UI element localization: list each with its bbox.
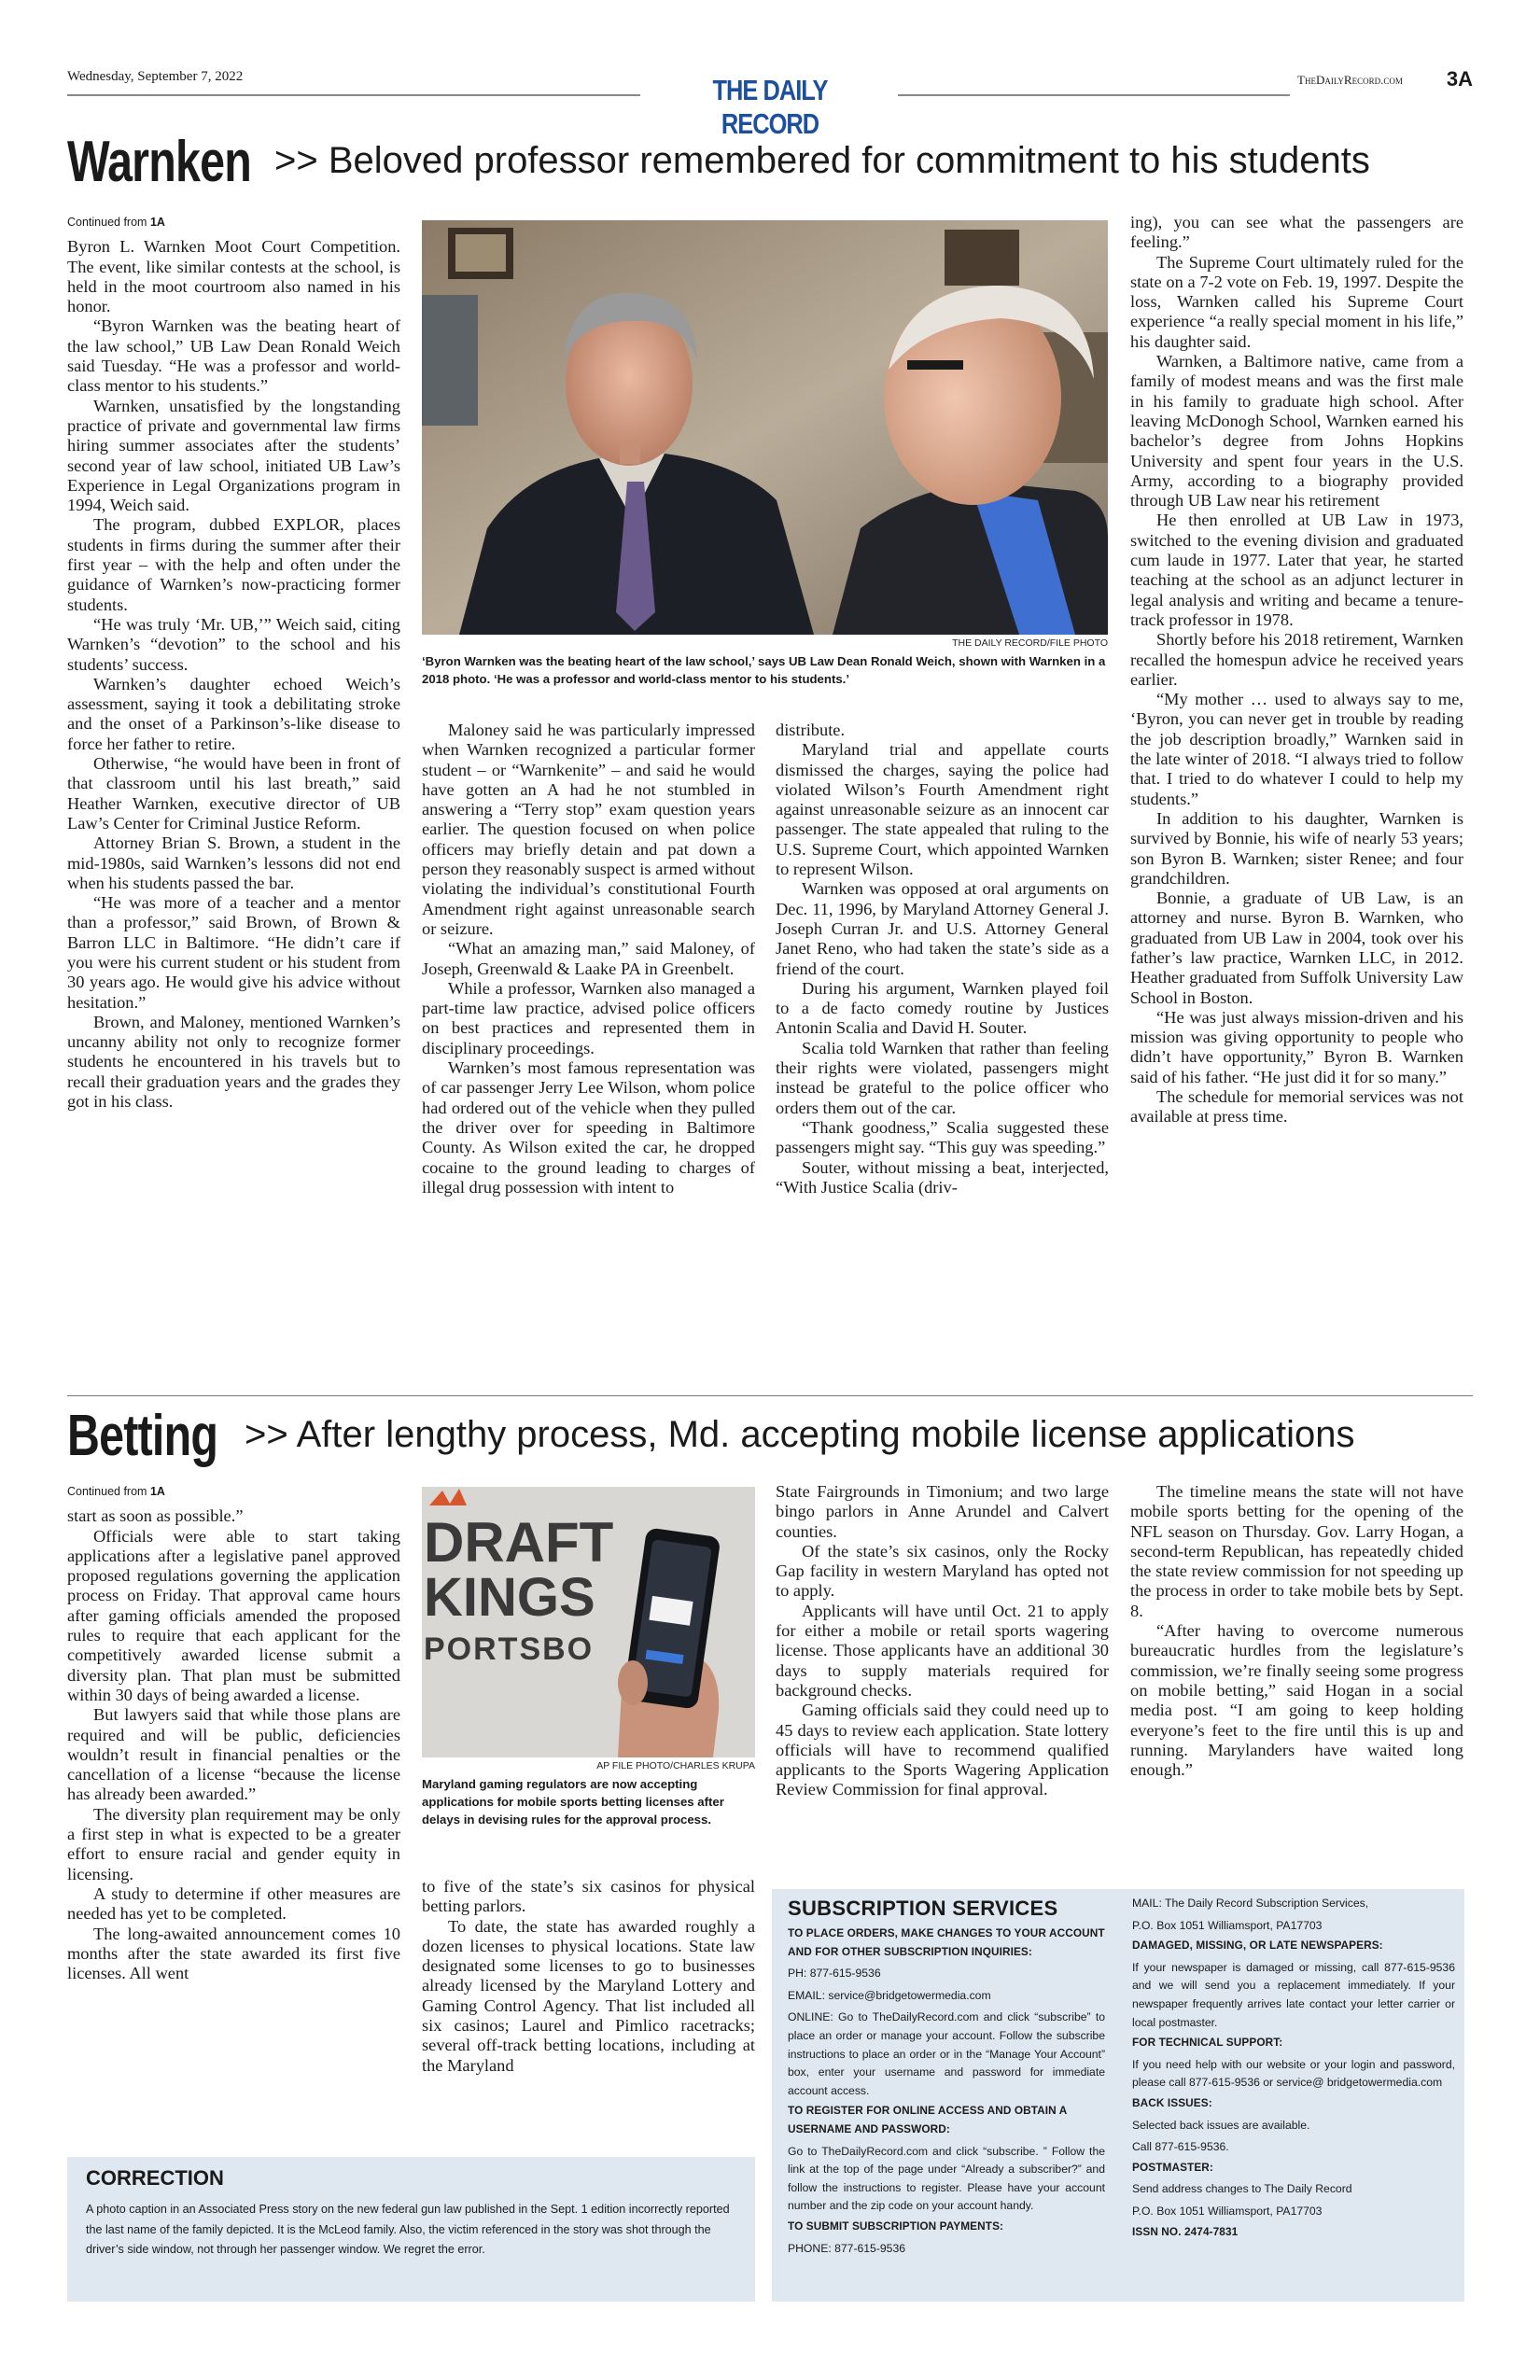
paragraph: A study to determine if other measures are needed has yet to be completed.	[67, 1883, 400, 1924]
draftkings-photo	[422, 1487, 755, 1757]
payments-heading: TO SUBMIT SUBSCRIPTION PAYMENTS:	[788, 2219, 1004, 2233]
page-number: 3A	[1446, 67, 1473, 91]
postmaster-heading: POSTMASTER:	[1132, 2160, 1213, 2174]
paragraph: Otherwise, “he would have been in front of that classroom until his last breath,” said Heather Warnken, executive director of UB Law’s Center for Criminal Justice Reform.	[67, 754, 400, 833]
correction-box	[67, 2157, 755, 2302]
paragraph: The long-awaited announcement comes 10 months after the state awarded its first five licenses. All went	[67, 1924, 400, 1983]
sign-text-line-3: PORTSBO	[424, 1631, 595, 1667]
warnken-column-2	[422, 721, 755, 1197]
paragraph: The diversity plan requirement may be only a first step in what is expected to be a greater effort to ensure racial and gender equity in licensing.	[67, 1804, 400, 1883]
back-issues-text: Selected back issues are available.	[1132, 2118, 1310, 2132]
continued-label: Continued from 1A	[67, 1485, 165, 1498]
paragraph: Gaming officials said they could need up to 45 days to review each application. State lottery officials will have to recommend qualified applicants to the Sports Wagering Application Review Commission for final approval.	[776, 1701, 1109, 1799]
correction-title: CORRECTION	[86, 2166, 224, 2190]
tech-support-text: If you need help with our website or your login and password, please call 877-615-9536 or service@ bridgetowermedia.com	[1132, 2057, 1455, 2090]
subscription-title: SUBSCRIPTION SERVICES	[788, 1897, 1058, 1920]
paragraph: Shortly before his 2018 retirement, Warnken recalled the homespun advice he received years earlier.	[1130, 630, 1463, 689]
betting-column-3	[776, 1482, 1109, 1800]
paragraph: Scalia told Warnken that rather than feeling their rights were violated, passengers might instead be grateful to the police officer who orders them out of the car.	[776, 1038, 1109, 1117]
orders-heading: TO PLACE ORDERS, MAKE CHANGES TO YOUR ACCOUNT AND FOR OTHER SUBSCRIPTION INQUIRIES:	[788, 1926, 1105, 1958]
betting-column-4	[1130, 1482, 1463, 1780]
paragraph: In addition to his daughter, Warnken is survived by Bonnie, his wife of nearly 53 years; son Byron B. Warnken; sister Renee; and four grandchildren.	[1130, 808, 1463, 888]
paragraph: But lawyers said that while those plans are required and will be public, deficiencies wouldn’t result in financial penalties or the cancellation of a license “because the license has already been awarded.”	[67, 1705, 400, 1804]
tech-support-heading: FOR TECHNICAL SUPPORT:	[1132, 2036, 1283, 2050]
damaged-text: If your newspaper is damaged or missing, call 877-615-9536 and we will send you a replacement immediately. If your newspaper frequently arrives late contact your letter carrier or local postmaster.	[1132, 1960, 1455, 2029]
issue-date: Wednesday, September 7, 2022	[67, 69, 244, 84]
warnken-photo-caption: ‘Byron Warnken was the beating heart of the law school,’ says UB Law Dean Ronald Weich, shown with Warnken in a 2018 photo. ‘He was a professor and world-class mentor to his students.’	[422, 654, 1106, 686]
paragraph: “After having to overcome numerous bureaucratic hurdles from the legislature’s commission, we’re finally seeing some progress on mobile betting,” said Hogan in a social media post. “I am going to keep holding everyone’s feet to the fire until this is up and running. Marylanders have waited long enough.”	[1130, 1621, 1463, 1780]
headline-text: >> After lengthy process, Md. accepting mobile license applications	[245, 1414, 1355, 1455]
back-issues-heading: BACK ISSUES:	[1132, 2095, 1212, 2109]
masthead-rule-right	[898, 94, 1290, 96]
mail-po-box: P.O. Box 1051 Williamsport, PA17703	[1132, 1918, 1323, 1932]
paragraph: He then enrolled at UB Law in 1973, switched to the evening division and graduated cum laude in 1977. Later that year, he started teaching at the school as an adjunct lecturer in legal analysis and writing and became a tenure-track professor in 1978.	[1130, 511, 1463, 629]
paragraph: To date, the state has awarded roughly a dozen licenses to physical locations. State law designated some licenses to go to businesses already licensed by the Maryland Lottery and Gaming Control Agency. That list included all six casinos; Laurel and Pimlico racetracks; several off-track betting locations, including at the Maryland	[422, 1916, 755, 2075]
paragraph: Warnken was opposed at oral arguments on Dec. 11, 1996, by Maryland Attorney General J. Joseph Curran Jr. and U.S. Attorney General Janet Reno, who had taken the state’s side as a friend of the court.	[776, 879, 1109, 978]
paragraph: Warnken’s most famous representation was of car passenger Jerry Lee Wilson, whom police had ordered out of the vehicle when they pulled the driver over for speeding in Baltimore County. As Wilson exited the car, he dropped cocaine to the ground leading to charges of illegal drug possession with intent to	[422, 1058, 755, 1197]
online-instructions: ONLINE: Go to TheDailyRecord.com and click “subscribe” to place an order or manage your account. Follow the subscribe instructions to place an order or in the “Manage Your Account” box, enter your username and password for immediate account access.	[788, 2010, 1105, 2097]
paragraph: Souter, without missing a beat, interjected, “With Justice Scalia (driv-	[776, 1157, 1109, 1197]
paragraph: The Supreme Court ultimately ruled for the state on a 7-2 vote on Feb. 19, 1997. Despite the loss, Warnken called his Supreme Court experience “a really special moment in his life,” his daughter said.	[1130, 252, 1463, 351]
paragraph: “He was truly ‘Mr. UB,’” Weich said, citing Warnken’s “devotion” to the school and his students’ success.	[67, 614, 400, 674]
warnken-photo	[422, 220, 1108, 635]
payments-phone[interactable]: PHONE: 877-615-9536	[788, 2241, 906, 2255]
warnken-column-3	[776, 721, 1109, 1197]
warnken-headline	[67, 129, 1473, 195]
paragraph: The schedule for memorial services was not available at press time.	[1130, 1087, 1463, 1127]
paragraph: Maryland trial and appellate courts dismissed the charges, saying the police had violated Wilson’s Fourth Amendment right against unreasonable seizure as an innocent car passenger. The state appealed that ruling to the U.S. Supreme Court, which appointed Warnken to represent Wilson.	[776, 740, 1109, 879]
betting-headline	[67, 1403, 1473, 1469]
paragraph: Bonnie, a graduate of UB Law, is an attorney and nurse. Byron B. Warnken, who graduated from UB Law in 2004, took over his father’s law practice, Warnken LLC, in 2012. Heather graduated from Suffolk University Law School in Boston.	[1130, 889, 1463, 1007]
issn-number: ISSN NO. 2474-7831	[1132, 2224, 1239, 2238]
draftkings-photo-caption: Maryland gaming regulators are now accepting applications for mobile sports betting licenses after delays in devising rules for the approval process.	[422, 1777, 724, 1827]
paragraph: Warnken, unsatisfied by the longstanding practice of private and governmental law firms hiring summer associates after the students’ second year of law school, initiated UB Law’s Experience in Legal Organizations program in 1994, Weich said.	[67, 396, 400, 515]
photo-illustration	[422, 1487, 755, 1757]
paragraph: Maloney said he was particularly impressed when Warnken recognized a particular former student – or “Warnkenite” – and said he would have gotten an A had he not stumbled in answering a “Terry stop” exam question years earlier. The question focused on when police officers may briefly detain and pat down a person they reasonably suspect is armed without violating the individual’s constitutional Fourth Amendment right against unreasonable search or seizure.	[422, 721, 755, 938]
paragraph: Attorney Brian S. Brown, a student in the mid-1980s, said Warnken’s lessons did not end when his students passed the bar.	[67, 833, 400, 892]
paragraph: The program, dubbed EXPLOR, places students in firms during the summer after their first year – with the help and often under the guidance of Warnken’s now-practicing former students.	[67, 515, 400, 614]
sign-text-line-1: DRAFT	[424, 1511, 614, 1574]
correction-text: A photo caption in an Associated Press story on the new federal gun law published in the Sept. 1 edition incorrectly reported the last name of the family depicted. It is the McLeod family. Also, the victim referenced in the story was shot through the driver’s side window, not through her passenger window. We regret the error.	[86, 2203, 730, 2256]
section-divider	[67, 1395, 1473, 1396]
headline-text: >> Beloved professor remembered for commitment to his students	[274, 140, 1370, 181]
subscription-phone[interactable]: PH: 877-615-9536	[788, 1967, 881, 1981]
headline-keyword: Warnken	[67, 130, 251, 194]
headline-keyword: Betting	[67, 1404, 218, 1468]
paragraph: “Thank goodness,” Scalia suggested these passengers might say. “This guy was speeding.”	[776, 1117, 1109, 1157]
back-issues-phone: Call 877-615-9536.	[1132, 2140, 1229, 2154]
masthead-rule-left	[67, 94, 640, 96]
draftkings-photo-credit: AP FILE PHOTO/CHARLES KRUPA	[596, 1760, 755, 1771]
mail-address: MAIL: The Daily Record Subscription Services,	[1132, 1897, 1369, 1910]
paragraph: Warnken’s daughter echoed Weich’s assessment, saying it took a debilitating stroke and the onset of a Parkinson’s-like disease to force her father to retire.	[67, 674, 400, 753]
subscription-email[interactable]: EMAIL: service@bridgetowermedia.com	[788, 1988, 991, 2002]
site-url[interactable]: TheDailyRecord.com	[1297, 73, 1403, 87]
paragraph: Applicants will have until Oct. 21 to apply for either a mobile or retail sports wagering license. Those applicants have an additional 30 days to supply materials required for background checks.	[776, 1601, 1109, 1700]
paragraph: “Byron Warnken was the beating heart of the law school,” UB Law Dean Ronald Weich said Tuesday. “He was a professor and world-class mentor to his students.”	[67, 316, 400, 396]
damaged-heading: DAMAGED, MISSING, OR LATE NEWSPAPERS:	[1132, 1939, 1383, 1953]
warnken-column-4	[1130, 213, 1463, 1127]
paragraph: start as soon as possible.”	[67, 1506, 244, 1526]
subscription-right-column	[1132, 1895, 1455, 2241]
paragraph: “My mother … used to always say to me, ‘Byron, you can never get in trouble by reading the job description broadly,” Warnken said in the late winter of 2018. “I always tried to follow that. I tried to do whatever I could to help my students.”	[1130, 690, 1463, 808]
paragraph: Byron L. Warnken Moot Court Competition. The event, like similar contests at the school, is held in the moot courtroom also named in his honor.	[67, 237, 400, 316]
paragraph: “What an amazing man,” said Maloney, of Joseph, Greenwald & Laake PA in Greenbelt.	[422, 939, 755, 978]
masthead	[67, 65, 1473, 140]
postmaster-text: Send address changes to The Daily Record	[1132, 2182, 1352, 2196]
sign-text-line-2: KINGS	[424, 1567, 595, 1628]
photo-illustration	[422, 220, 1108, 635]
warnken-photo-credit: THE DAILY RECORD/FILE PHOTO	[952, 637, 1108, 649]
paragraph: While a professor, Warnken also managed a part-time law practice, advised police officers on best practices and represented them in disciplinary proceedings.	[422, 978, 755, 1057]
paragraph: “He was just always mission-driven and his mission was giving opportunity to people who didn’t have opportunity,” Byron B. Warnken said of his father. “He just did it for so many.”	[1130, 1007, 1463, 1086]
paragraph: to five of the state’s six casinos for physical betting parlors.	[422, 1877, 755, 1916]
paragraph: Officials were able to start taking applications after a legislative panel approved proposed regulations governing the application process on Friday. That approval came hours after gaming officials amended the proposed rules to require that each applicant for the competitively awarded license submit a diversity plan. That plan must be submitted within 30 days of being awarded a license.	[67, 1526, 400, 1704]
register-heading: TO REGISTER FOR ONLINE ACCESS AND OBTAIN A USERNAME AND PASSWORD:	[788, 2104, 1067, 2135]
register-instructions: Go to TheDailyRecord.com and click “subscribe. ” Follow the link at the top of the page under “Already a subscriber?” and follow the instructions to register. Please have your account number and the zip code on your account handy.	[788, 2144, 1105, 2213]
paragraph: The timeline means the state will not have mobile sports betting for the opening of the NFL season on Thursday. Gov. Larry Hogan, a second-term Republican, has repeatedly chided the state review commission for not speeding up the process in order to take mobile bets by Sept. 8.	[1130, 1482, 1463, 1620]
paragraph: State Fairgrounds in Timonium; and two large bingo parlors in Anne Arundel and Calvert counties.	[776, 1482, 1109, 1541]
paragraph: Of the state’s six casinos, only the Rocky Gap facility in western Maryland has opted not to apply.	[776, 1541, 1109, 1601]
betting-column-1	[67, 1482, 400, 1983]
subscription-services-box	[772, 1889, 1464, 2302]
paragraph: “He was more of a teacher and a mentor than a professor,” said Brown, of Brown & Barron LLC in Baltimore. “He didn’t care if you were his current student or his student from 30 years ago. He would give his advice without hesitation.”	[67, 893, 400, 1012]
paragraph: ing), you can see what the passengers are feeling.”	[1130, 213, 1463, 252]
betting-column-2	[422, 1877, 755, 2076]
paragraph: During his argument, Warnken played foil to a de facto comedy routine by Justices Antonin Scalia and David H. Souter.	[776, 978, 1109, 1038]
paragraph: Brown, and Maloney, mentioned Warnken’s uncanny ability not only to recognize former students he encountered in his travels but to recall their graduation years and the grades they got in his class.	[67, 1012, 400, 1112]
postmaster-po-box: P.O. Box 1051 Williamsport, PA17703	[1132, 2204, 1323, 2218]
paragraph: distribute.	[776, 721, 846, 739]
paragraph: Warnken, a Baltimore native, came from a family of modest means and was the first male in his family to graduate high school. After leaving McDonogh School, Warnken earned his bachelor’s degree from Johns Hopkins University and spent four years in the U.S. Army, according to a biography provided through UB Law near his retirement	[1130, 352, 1463, 511]
newspaper-logo: THE DAILY RECORD	[712, 74, 828, 140]
warnken-column-1	[67, 213, 400, 1112]
continued-label: Continued from 1A	[67, 216, 165, 229]
subscription-left-column	[788, 1897, 1105, 2258]
